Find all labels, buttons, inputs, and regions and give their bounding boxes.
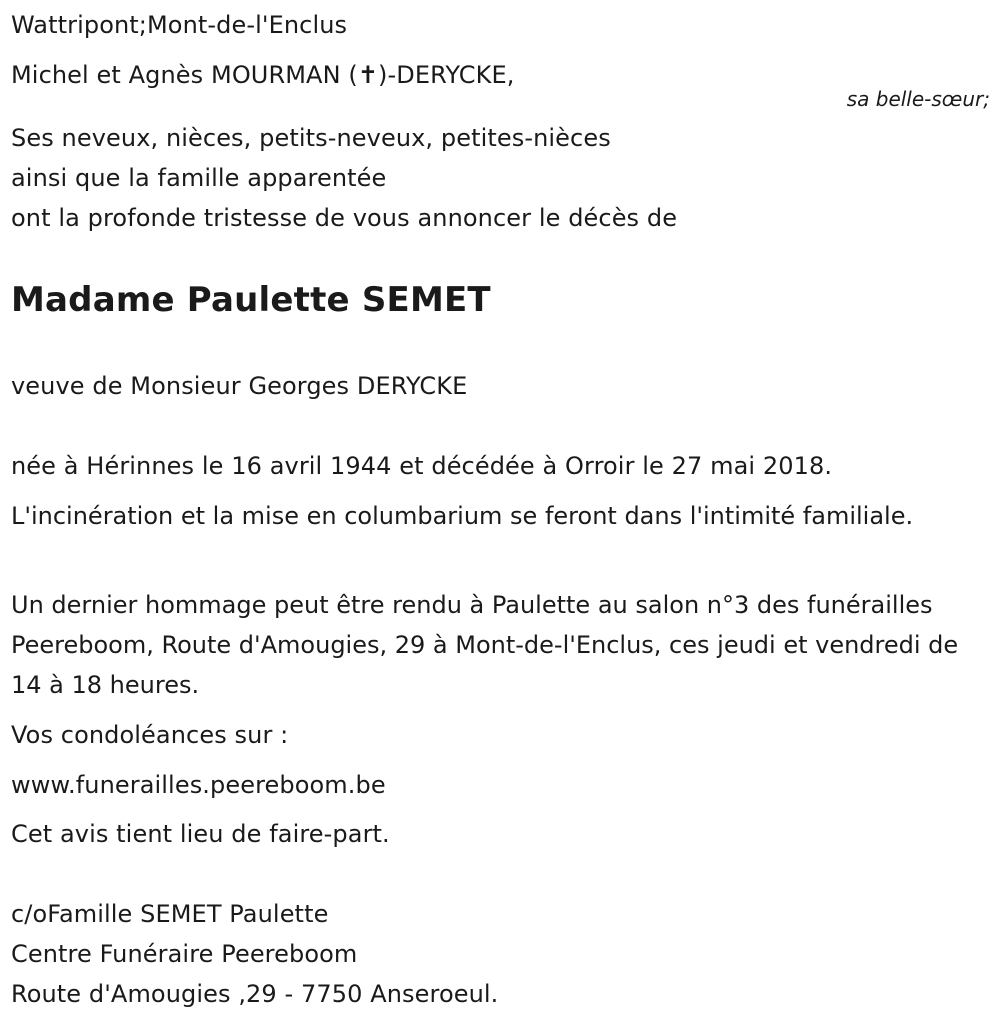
spouse-line: veuve de Monsieur Georges DERYCKE (11, 372, 468, 400)
birth-death-dates: née à Hérinnes le 16 avril 1944 et décédée à Orroir le 27 mai 2018. (11, 452, 833, 480)
tribute-info: Un dernier hommage peut être rendu à Paulette au salon n°3 des funérailles Peereboom, Route d'Amougies, 29 à Mont-de-l'Enclus, ces jeudi et vendredi de 14 à 18 heures. (11, 591, 959, 699)
family-names: Michel et Agnès MOURMAN (✝)-DERYCKE, (11, 61, 515, 89)
notice-line: Cet avis tient lieu de faire-part. (11, 820, 390, 848)
announce-line-1: Ses neveux, nièces, petits-neveux, petites-nièces (11, 124, 611, 152)
condolences-website[interactable]: www.funerailles.peereboom.be (11, 771, 386, 799)
announce-line-3: ont la profonde tristesse de vous annoncer le décès de (11, 204, 678, 232)
deceased-name: Madame Paulette SEMET (11, 280, 491, 320)
contact-line-3: Route d'Amougies ,29 - 7750 Anseroeul. (11, 980, 499, 1008)
family-relation: sa belle-sœur; (846, 87, 990, 111)
locality: Wattripont;Mont-de-l'Enclus (11, 11, 348, 39)
condolences-label: Vos condoléances sur : (11, 721, 289, 749)
announce-line-2: ainsi que la famille apparentée (11, 164, 387, 192)
cremation-info: L'incinération et la mise en columbarium se feront dans l'intimité familiale. (11, 502, 914, 530)
contact-line-2: Centre Funéraire Peereboom (11, 940, 358, 968)
contact-line-1: c/oFamille SEMET Paulette (11, 900, 329, 928)
